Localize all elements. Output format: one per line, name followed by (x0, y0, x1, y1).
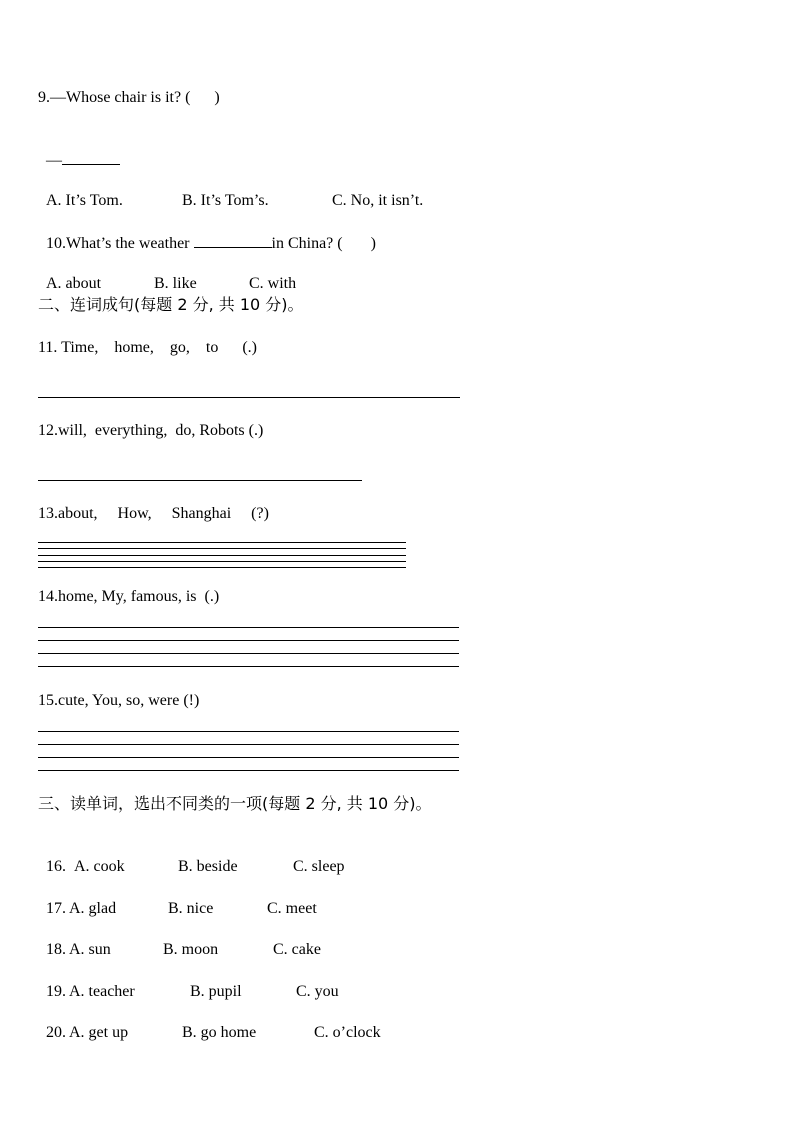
q10-option-c[interactable]: C. with (249, 275, 297, 292)
q20-option-b[interactable]: B. go home (182, 1024, 257, 1041)
q16-row (38, 837, 345, 877)
q9-options (38, 171, 423, 211)
q14-answer-line-3[interactable] (38, 653, 459, 654)
section3-heading: 三、读单词，选出不同类的一项(每题 2 分, 共 10 分)。 (38, 794, 432, 813)
q10-question (38, 213, 376, 254)
q13-answer-line-5[interactable] (38, 567, 406, 568)
q10-question-before: 10.What’s the weather (46, 235, 194, 252)
q13-answer-line-1[interactable] (38, 542, 406, 543)
q15-words: 15.cute, You, so, were (!) (38, 692, 200, 709)
q17-option-a[interactable]: A. glad (69, 900, 117, 917)
q18-number: 18. (46, 941, 66, 958)
q13-words: 13.about, How, Shanghai (?) (38, 505, 269, 522)
q13-answer-line-2[interactable] (38, 548, 406, 549)
q14-answer-line-4[interactable] (38, 666, 459, 667)
q19-option-c[interactable]: C. you (296, 983, 339, 1000)
q9-option-c[interactable]: C. No, it isn’t. (332, 192, 424, 209)
q19-row (38, 962, 339, 1002)
q20-option-c[interactable]: C. o’clock (314, 1024, 381, 1041)
q10-option-a[interactable]: A. about (46, 275, 102, 292)
q20-row (38, 1003, 381, 1043)
q14-answer-line-2[interactable] (38, 640, 459, 641)
q9-option-b[interactable]: B. It’s Tom’s. (182, 192, 269, 209)
q14-answer-line-1[interactable] (38, 627, 459, 628)
q17-row (38, 879, 317, 919)
q11-words: 11. Time, home, go, to (.) (38, 339, 257, 356)
q20-number: 20. (46, 1024, 66, 1041)
section2-heading: 二、连词成句(每题 2 分, 共 10 分)。 (38, 295, 304, 314)
q10-options (38, 254, 296, 294)
q12-words: 12.will, everything, do, Robots (.) (38, 422, 264, 439)
q18-option-a[interactable]: A. sun (69, 941, 111, 958)
q15-answer-line-4[interactable] (38, 770, 459, 771)
q12-answer-line[interactable] (38, 480, 362, 481)
q10-question-after: in China? ( ) (271, 235, 376, 252)
q18-option-c[interactable]: C. cake (273, 941, 321, 958)
q13-answer-line-4[interactable] (38, 561, 406, 562)
q17-option-b[interactable]: B. nice (168, 900, 214, 917)
q10-option-b[interactable]: B. like (154, 275, 197, 292)
q14-words: 14.home, My, famous, is (.) (38, 588, 220, 605)
q20-option-a[interactable]: A. get up (69, 1024, 129, 1041)
q10-answer-blank[interactable] (194, 233, 272, 248)
q17-option-c[interactable]: C. meet (267, 900, 317, 917)
q16-number: 16. (46, 858, 70, 875)
q15-answer-line-2[interactable] (38, 744, 459, 745)
q16-option-a[interactable]: A. cook (74, 858, 125, 875)
q9-answer-line (38, 130, 120, 171)
q18-row (38, 920, 321, 960)
q15-answer-line-3[interactable] (38, 757, 459, 758)
q16-option-b[interactable]: B. beside (178, 858, 238, 875)
q9-option-a[interactable]: A. It’s Tom. (46, 192, 123, 209)
q16-option-c[interactable]: C. sleep (293, 858, 345, 875)
q11-answer-line[interactable] (38, 397, 460, 398)
q18-option-b[interactable]: B. moon (163, 941, 219, 958)
q19-option-a[interactable]: A. teacher (69, 983, 135, 1000)
q19-number: 19. (46, 983, 66, 1000)
q13-answer-line-3[interactable] (38, 555, 406, 556)
q9-answer-blank[interactable] (62, 150, 120, 165)
q9-question: 9.—Whose chair is it? ( ) (38, 89, 220, 106)
q17-number: 17. (46, 900, 66, 917)
q19-option-b[interactable]: B. pupil (190, 983, 242, 1000)
q15-answer-line-1[interactable] (38, 731, 459, 732)
q9-answer-dash: — (46, 152, 62, 169)
